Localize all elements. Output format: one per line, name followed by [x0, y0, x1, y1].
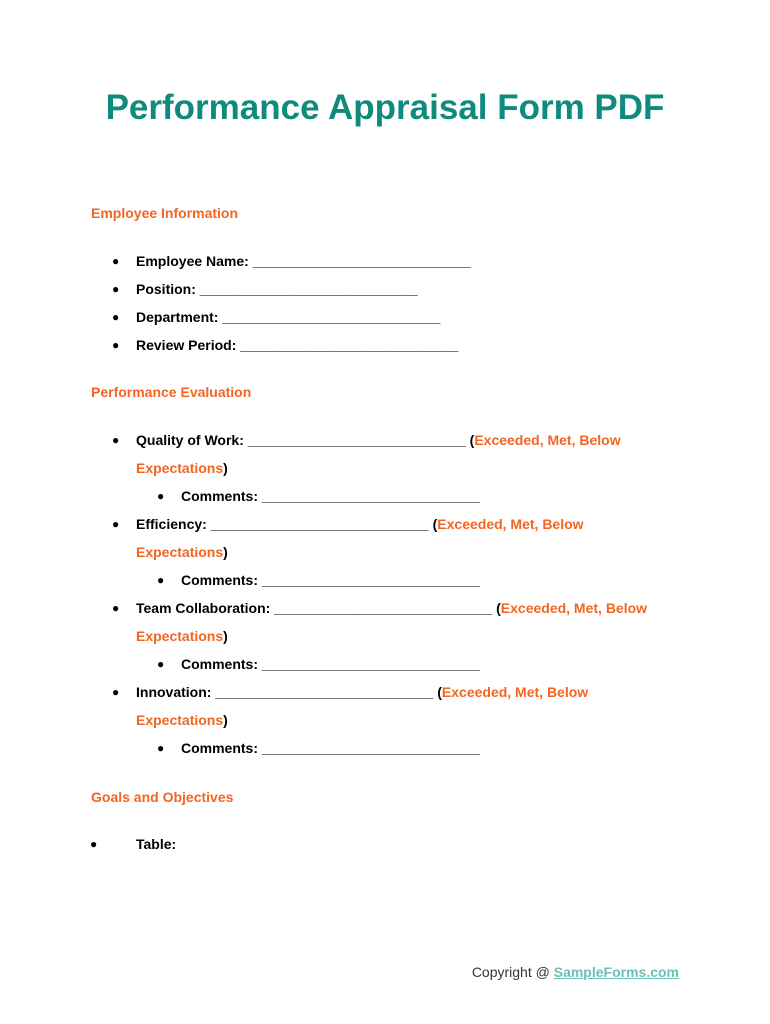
comments-label: Comments: [181, 488, 259, 504]
rating-continuation [136, 460, 228, 476]
rating-options: Exceeded, Met, Below [474, 432, 621, 448]
field-label: Employee Name: [136, 253, 249, 269]
bullet: ● [112, 282, 120, 296]
comments-field [181, 656, 480, 672]
criterion-label: Quality of Work: [136, 432, 244, 448]
bullet: ● [157, 489, 165, 503]
bullet: ● [157, 741, 165, 755]
blank-line: ____________________________ [199, 281, 418, 297]
criterion-team-collaboration [136, 600, 647, 616]
rating-open: ( [437, 684, 442, 700]
bullet: ● [112, 433, 120, 447]
blank-line: ____________________________ [261, 740, 480, 756]
rating-options-cont: Expectations [136, 544, 224, 560]
rating-close: ) [223, 712, 228, 728]
bullet: ● [112, 338, 120, 352]
footer-copyright [472, 964, 679, 980]
field-label: Position: [136, 281, 196, 297]
section-heading-goals-and-objectives: Goals and Objectives [91, 789, 234, 805]
rating-options: Exceeded, Met, Below [500, 600, 648, 616]
section-heading-employee-information: Employee Information [91, 205, 239, 221]
comments-label: Comments: [181, 572, 259, 588]
brand-link[interactable]: SampleForms.com [553, 964, 679, 980]
rating-continuation [136, 544, 228, 560]
rating-options: Exceeded, Met, Below [437, 516, 584, 532]
criterion-quality-of-work [136, 432, 621, 448]
comments-field [181, 572, 480, 588]
rating-close: ) [223, 628, 228, 644]
rating-continuation [136, 628, 228, 644]
rating-options-cont: Expectations [136, 628, 224, 644]
blank-line: ____________________________ [261, 656, 480, 672]
bullet: ● [112, 685, 120, 699]
rating-open: ( [469, 432, 475, 448]
blank-line: ____________________________ [222, 309, 441, 325]
table-label: Table: [136, 836, 177, 852]
blank-line: ____________________________ [215, 684, 434, 700]
field-position [136, 281, 418, 297]
blank-line: ____________________________ [261, 488, 480, 504]
field-department [136, 309, 440, 325]
copyright-prefix: Copyright @ [471, 964, 550, 980]
comments-field [181, 740, 480, 756]
field-review-period [136, 337, 458, 353]
bullet: ● [112, 517, 120, 531]
field-label: Review Period: [136, 337, 237, 353]
rating-options: Exceeded, Met, Below [441, 684, 589, 700]
comments-label: Comments: [181, 740, 259, 756]
rating-close: ) [223, 544, 228, 560]
criterion-innovation [136, 684, 588, 700]
criterion-efficiency [136, 516, 584, 532]
blank-line: ____________________________ [210, 516, 429, 532]
rating-open: ( [496, 600, 501, 616]
bullet: ● [112, 601, 120, 615]
criterion-label: Efficiency: [136, 516, 207, 532]
blank-line: ____________________________ [261, 572, 480, 588]
bullet: ● [157, 573, 165, 587]
rating-continuation [136, 712, 228, 728]
blank-line: ____________________________ [247, 432, 466, 448]
rating-open: ( [432, 516, 438, 532]
bullet: ● [112, 254, 120, 268]
criterion-label: Team Collaboration: [136, 600, 271, 616]
blank-line: ____________________________ [240, 337, 459, 353]
criterion-label: Innovation: [136, 684, 212, 700]
comments-field [181, 488, 480, 504]
comments-label: Comments: [181, 656, 259, 672]
section-heading-performance-evaluation: Performance Evaluation [91, 384, 252, 400]
rating-close: ) [223, 460, 228, 476]
bullet: ● [157, 657, 165, 671]
blank-line: ____________________________ [274, 600, 493, 616]
rating-options-cont: Expectations [136, 460, 224, 476]
bullet: ● [112, 310, 120, 324]
field-label: Department: [136, 309, 219, 325]
blank-line: ____________________________ [252, 253, 471, 269]
field-employee-name [136, 253, 471, 269]
page-title: Performance Appraisal Form PDF [105, 88, 665, 127]
rating-options-cont: Expectations [136, 712, 224, 728]
bullet: ● [90, 837, 98, 851]
